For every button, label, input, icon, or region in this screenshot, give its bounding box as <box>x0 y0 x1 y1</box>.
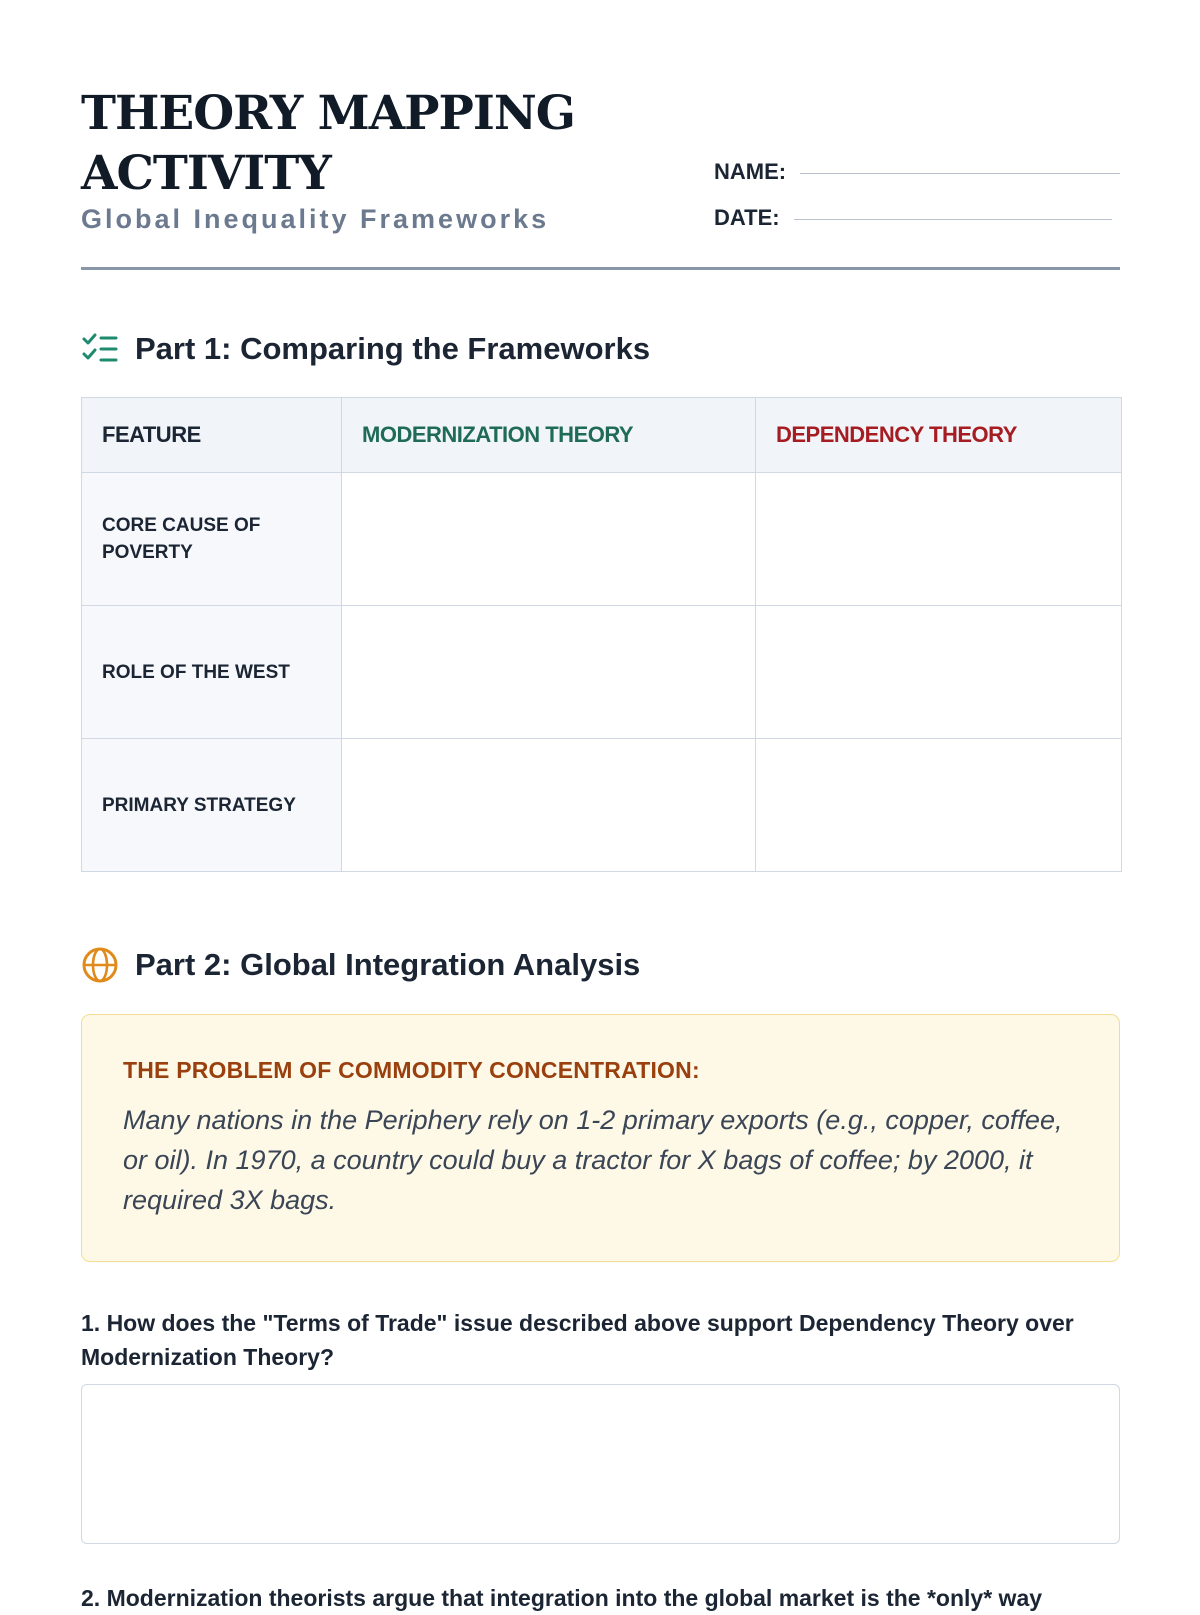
feature-cell: PRIMARY STRATEGY <box>82 739 342 872</box>
date-input-line[interactable] <box>794 219 1112 220</box>
comparison-table <box>81 397 1122 872</box>
answer-1-box[interactable] <box>81 1384 1120 1544</box>
modernization-answer-cell[interactable] <box>342 606 756 739</box>
feature-cell: CORE CAUSE OF POVERTY <box>82 473 342 606</box>
worksheet-header <box>81 84 1120 270</box>
question-1: 1. How does the "Terms of Trade" issue described above support Dependency Theory over Modernization Theory? <box>81 1310 1074 1370</box>
feature-cell: ROLE OF THE WEST <box>82 606 342 739</box>
dependency-answer-cell[interactable] <box>756 606 1122 739</box>
modernization-answer-cell[interactable] <box>342 473 756 606</box>
column-header-feature: FEATURE <box>82 398 342 473</box>
globe-icon <box>81 946 119 984</box>
header-divider <box>81 267 1120 270</box>
part2-heading <box>81 946 640 984</box>
name-field[interactable] <box>714 159 1120 185</box>
date-field[interactable] <box>714 205 1120 231</box>
column-header-dependency: DEPENDENCY THEORY <box>756 398 1122 473</box>
name-label: NAME: <box>714 159 787 184</box>
callout-title: THE PROBLEM OF COMMODITY CONCENTRATION: <box>123 1057 700 1083</box>
part1-heading <box>81 330 650 368</box>
dependency-answer-cell[interactable] <box>756 739 1122 872</box>
callout-text: Many nations in the Periphery rely on 1-2 primary exports (e.g., copper, coffee, or oil). In 1970, a country could buy a tractor for X bags of coffee; by 2000, it required 3X bags. <box>123 1105 1063 1215</box>
table-row <box>82 473 1122 606</box>
checklist-icon <box>81 330 119 368</box>
part2-title: Part 2: Global Integration Analysis <box>135 947 641 982</box>
column-header-modernization: MODERNIZATION THEORY <box>342 398 756 473</box>
page-subtitle: Global Inequality Frameworks <box>81 204 550 234</box>
table-header-row <box>82 398 1122 473</box>
modernization-answer-cell[interactable] <box>342 739 756 872</box>
dependency-answer-cell[interactable] <box>756 473 1122 606</box>
date-label: DATE: <box>714 205 780 230</box>
table-row <box>82 739 1122 872</box>
table-row <box>82 606 1122 739</box>
page-title: THEORY MAPPING ACTIVITY <box>81 86 575 201</box>
commodity-callout <box>81 1014 1120 1262</box>
name-input-line[interactable] <box>800 173 1120 174</box>
part1-title: Part 1: Comparing the Frameworks <box>135 331 651 366</box>
question-2: 2. Modernization theorists argue that integration into the global market is the *only* way <box>81 1585 1043 1611</box>
